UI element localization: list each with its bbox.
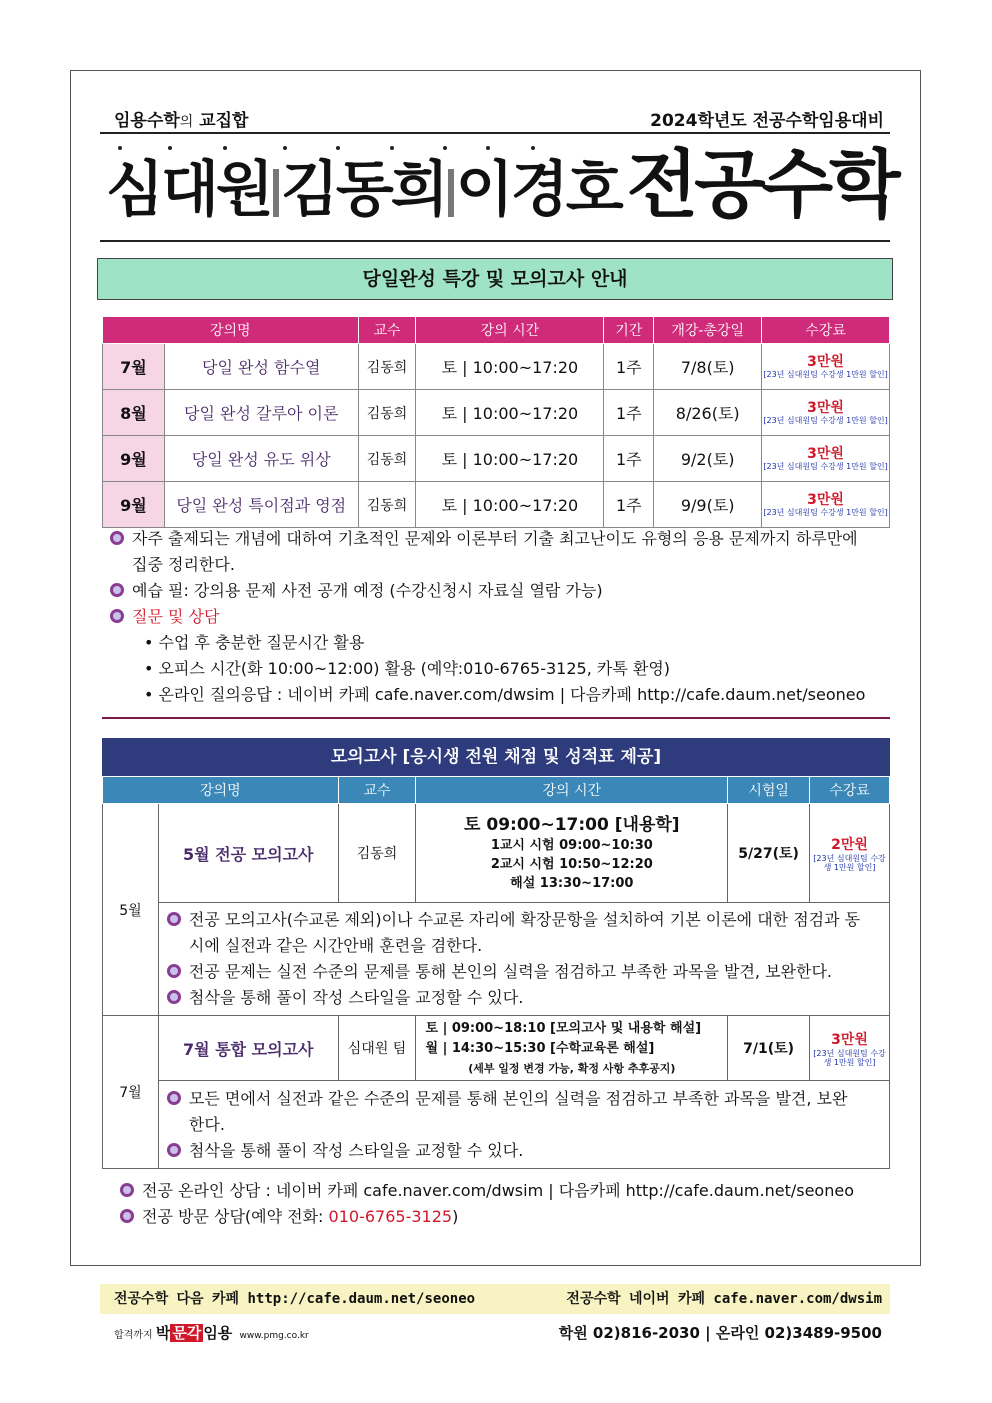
row-professor: 김동희 (358, 436, 416, 482)
note-text: 예습 필: 강의용 문제 사전 공개 예정 (수강신청시 자료실 열람 가능) (132, 581, 603, 600)
row-time (416, 1016, 728, 1081)
fee-amount: 2만원 (831, 837, 868, 853)
time-line: 월 | 14:30~15:30 [수학교육론 해설] (425, 1040, 655, 1056)
fee-discount-note: [23년 심대원팀 수강생 1만원 할인] (813, 854, 886, 872)
list-item (167, 959, 881, 985)
fee-amount: 3만원 (807, 445, 844, 462)
desc-text: 전공 문제는 실전 수준의 문제를 통해 본인의 실력을 점검하고 부족한 과목을 발견, 보완한다. (188, 962, 832, 981)
sub-item: • 수업 후 충분한 질문시간 활용 (144, 633, 365, 652)
publisher-logo (114, 1318, 309, 1351)
fee-discount-note: [23년 심대원팀 수강생 1만원 할인] (763, 507, 888, 517)
col-header: 강의명 (103, 777, 339, 804)
row-fee (762, 482, 890, 528)
row-time: 토 | 10:00~17:20 (416, 436, 604, 482)
col-header: 수강료 (810, 777, 890, 804)
header-year: 2024학년도 전공수학임용대비 (650, 111, 884, 131)
footer-bottom (100, 1318, 890, 1348)
row-fee (810, 1016, 890, 1081)
logo-part: 임용 (203, 1324, 233, 1342)
col-header: 시험일 (728, 777, 810, 804)
special-lecture-notes (110, 526, 890, 708)
footer-cafe-bar (100, 1284, 890, 1314)
bullet-icon (120, 1209, 134, 1223)
time-main: 토 09:00~17:00 [내용학] (464, 814, 680, 835)
table-header-row (103, 317, 890, 344)
row-date: 9/9(토) (654, 482, 762, 528)
row-month: 9월 (103, 436, 165, 482)
col-header: 강의명 (103, 317, 359, 344)
bullet-icon (167, 1143, 181, 1157)
fee-amount: 3만원 (831, 1032, 868, 1048)
fee-discount-note: [23년 심대원팀 수강생 1만원 할인] (763, 415, 888, 425)
list-item (167, 1138, 881, 1164)
row-course-name: 당일 완성 함수열 (164, 344, 358, 390)
contact-visit-suffix: ) (452, 1207, 459, 1226)
table-row (103, 482, 890, 528)
row-date: 9/2(토) (654, 436, 762, 482)
row-description (158, 1081, 889, 1169)
table-header-row (103, 777, 890, 804)
title-separator (273, 169, 279, 217)
row-professor: 김동희 (338, 804, 416, 903)
list-item (110, 578, 890, 604)
contact-info (120, 1178, 854, 1230)
row-course-name: 7월 통합 모의고사 (158, 1016, 338, 1081)
title-major: 전공수학 (626, 142, 897, 228)
bullet-icon (167, 990, 181, 1004)
row-period: 1주 (604, 482, 654, 528)
list-item (110, 604, 890, 630)
fee-amount: 3만원 (807, 399, 844, 416)
desc-text: 전공 모의고사(수교론 제외)이나 수교론 자리에 확장문항을 설치하여 기본 이론에 대한 점검과 동 (188, 910, 861, 929)
footer-daum-cafe: 전공수학 다음 카페 http://cafe.daum.net/seoneo (114, 1291, 476, 1307)
row-date: 7/8(토) (654, 344, 762, 390)
desc-text: 첨삭을 통해 풀이 작성 스타일을 교정할 수 있다. (188, 988, 524, 1007)
fee-amount: 3만원 (807, 353, 844, 370)
list-item (167, 985, 881, 1011)
table-row (103, 1016, 890, 1081)
bullet-icon (110, 531, 124, 545)
row-course-name: 5월 전공 모의고사 (158, 804, 338, 903)
note-text: 자주 출제되는 개념에 대하여 기초적인 문제와 이론부터 기출 최고난이도 유형의 응용 문제까지 하루만에 (132, 529, 858, 548)
row-professor: 김동희 (358, 482, 416, 528)
row-fee (810, 804, 890, 903)
bullet-icon (120, 1183, 134, 1197)
contact-phone: 010-6765-3125 (328, 1207, 453, 1226)
col-header: 교수 (338, 777, 416, 804)
logo-prefix: 합격까지 (114, 1330, 153, 1341)
list-item (167, 1086, 881, 1112)
bullet-icon (167, 912, 181, 926)
desc-text: 모든 면에서 실전과 같은 수준의 문제를 통해 본인의 실력을 점검하고 부족한 과목을 발견, 보완 (188, 1088, 848, 1108)
time-line: 토 | 09:00~18:10 [모의고사 및 내용학 해설] (425, 1020, 702, 1036)
row-period: 1주 (604, 344, 654, 390)
row-month: 9월 (103, 482, 165, 528)
special-lecture-banner: 당일완성 특강 및 모의고사 안내 (97, 258, 893, 300)
divider (102, 717, 890, 719)
tagline-a: 임용수학 (114, 111, 180, 131)
note-text: 질문 및 상담 (132, 607, 220, 626)
list-item (110, 526, 890, 552)
bullet-icon (167, 964, 181, 978)
row-exam-date: 7/1(토) (728, 1016, 810, 1081)
desc-text-cont: 시에 실전과 같은 시간안배 훈련을 겸한다. (188, 936, 483, 955)
fee-amount: 3만원 (807, 491, 844, 508)
row-time: 토 | 10:00~17:20 (416, 390, 604, 436)
time-line: 2교시 시험 10:50~12:20 (490, 856, 653, 872)
row-professor: 심대원 팀 (338, 1016, 416, 1081)
footer-naver-cafe: 전공수학 네이버 카페 cafe.naver.com/dwsim (566, 1291, 882, 1307)
row-date: 8/26(토) (654, 390, 762, 436)
header-tagline (114, 106, 248, 131)
note-text-cont: 집중 정리한다. (132, 555, 235, 574)
row-time: 토 | 10:00~17:20 (416, 344, 604, 390)
row-fee (762, 390, 890, 436)
list-item (120, 1204, 854, 1230)
time-note: (세부 일정 변경 가능, 확정 사항 추후공지) (468, 1061, 676, 1075)
row-time: 토 | 10:00~17:20 (416, 482, 604, 528)
table-row (103, 344, 890, 390)
table-row (103, 436, 890, 482)
time-line: 해설 13:30~17:00 (510, 875, 634, 891)
row-month: 8월 (103, 390, 165, 436)
row-fee (762, 344, 890, 390)
col-header: 강의 시간 (416, 777, 728, 804)
footer-phones: 학원 02)816-2030 | 온라인 02)3489-9500 (558, 1324, 882, 1342)
col-header: 수강료 (762, 317, 890, 344)
desc-text-cont: 한다. (188, 1114, 225, 1134)
tagline-b: 의 (179, 114, 194, 130)
col-header: 기간 (604, 317, 654, 344)
title-separator (448, 169, 454, 217)
row-course-name: 당일 완성 특이점과 영점 (164, 482, 358, 528)
row-month: 5월 (103, 804, 159, 1016)
row-fee (762, 436, 890, 482)
mock-exam-table (102, 776, 890, 1169)
title-name-3: 이경호 (455, 155, 621, 225)
desc-text: 첨삭을 통해 풀이 작성 스타일을 교정할 수 있다. (188, 1140, 524, 1160)
col-header: 강의 시간 (416, 317, 604, 344)
table-row (103, 1081, 890, 1169)
bullet-icon (167, 1091, 181, 1105)
table-row (103, 804, 890, 903)
tagline-c: 교집합 (199, 111, 249, 131)
row-period: 1주 (604, 436, 654, 482)
fee-discount-note: [23년 심대원팀 수강생 1만원 할인] (813, 1049, 886, 1067)
time-line: 1교시 시험 09:00~10:30 (490, 837, 653, 853)
list-item (167, 907, 881, 933)
mock-exam-banner: 모의고사 [응시생 전원 채점 및 성적표 제공] (102, 738, 890, 776)
row-course-name: 당일 완성 유도 위상 (164, 436, 358, 482)
row-month: 7월 (103, 1016, 159, 1169)
contact-online: 전공 온라인 상담 : 네이버 카페 cafe.naver.com/dwsim | 다음카페 http://cafe.daum.net/seoneo (142, 1181, 854, 1200)
fee-discount-note: [23년 심대원팀 수강생 1만원 할인] (763, 369, 888, 379)
logo-part: 문각 (172, 1324, 202, 1342)
table-row (103, 390, 890, 436)
row-time (416, 804, 728, 903)
row-professor: 김동희 (358, 390, 416, 436)
col-header: 교수 (358, 317, 416, 344)
logo-url: www.pmg.co.kr (239, 1331, 309, 1341)
page-title (106, 142, 897, 228)
row-exam-date: 5/27(토) (728, 804, 810, 903)
col-header: 개강-총강일 (654, 317, 762, 344)
header-row (100, 106, 890, 134)
row-description (158, 903, 889, 1016)
fee-discount-note: [23년 심대원팀 수강생 1만원 할인] (763, 461, 888, 471)
title-name-1: 심대원 (106, 155, 271, 225)
row-period: 1주 (604, 390, 654, 436)
sub-item: • 온라인 질의응답 : 네이버 카페 cafe.naver.com/dwsim | 다음카페 http://cafe.daum.net/seoneo (144, 685, 866, 704)
row-course-name: 당일 완성 갈루아 이론 (164, 390, 358, 436)
table-row (103, 903, 890, 1016)
row-month: 7월 (103, 344, 165, 390)
contact-visit-label: 전공 방문 상담(예약 전화: (142, 1207, 329, 1226)
bullet-icon (110, 583, 124, 597)
list-item (120, 1178, 854, 1204)
row-professor: 김동희 (358, 344, 416, 390)
sub-item: • 오피스 시간(화 10:00~12:00) 활용 (예약:010-6765-3125, 카톡 환영) (144, 659, 671, 678)
special-lecture-table (102, 316, 890, 528)
logo-part: 박 (155, 1324, 171, 1342)
bullet-icon (110, 609, 124, 623)
title-name-2: 김동희 (280, 155, 446, 225)
